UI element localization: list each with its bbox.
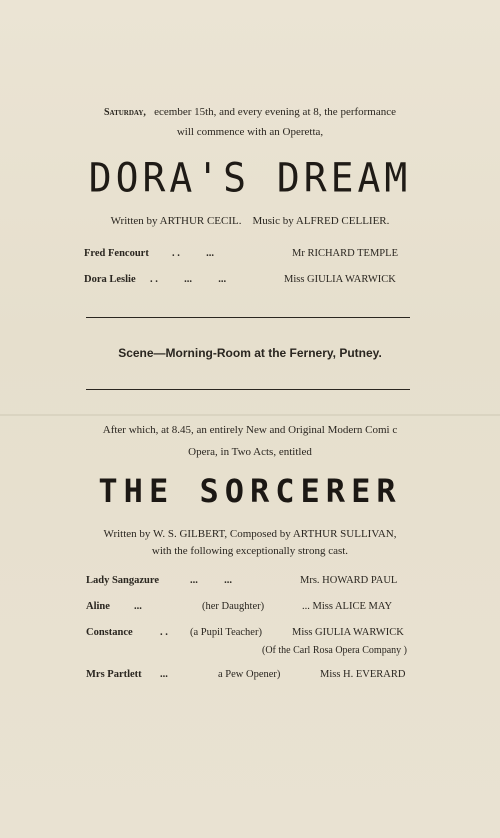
operetta-written-by: Written by ARTHUR CECIL.: [110, 215, 242, 227]
cast-role-dora: Dora Leslie: [84, 274, 136, 285]
opera-title: THE SORCERER: [98, 472, 402, 510]
cast-mid-constance: . .: [160, 627, 168, 638]
opera-credits-2: with the following exceptionally strong cast.: [151, 545, 349, 557]
cast-actor-fred: Mr RICHARD TEMPLE: [292, 248, 398, 259]
cast-actor-mrs-partlett: Miss H. EVERARD: [320, 669, 406, 680]
cast-dots-fred: . . ...: [172, 248, 214, 259]
cast-actor-dora: Miss GIULIA WARWICK: [284, 274, 396, 285]
page-fold: [0, 414, 500, 416]
cast-actor-lady-sangazure: Mrs. HOWARD PAUL: [300, 575, 398, 586]
opera-credits-1: Written by W. S. GILBERT, Composed by ARTHUR SULLIVAN,: [103, 528, 397, 540]
cast-actor-aline: ... Miss ALICE MAY: [302, 601, 393, 612]
after-line-1: After which, at 8.45, an entirely New and Original Modern Comi c: [102, 424, 398, 436]
intro-text-1: ecember 15th, and every evening at 8, the performance: [154, 106, 397, 118]
cast-role-aline: Aline: [86, 601, 110, 612]
scene-line: Scene—Morning-Room at the Fernery, Putney.: [118, 346, 382, 360]
rule-bottom: [86, 389, 410, 390]
operetta-music-by: Music by ALFRED CELLIER.: [252, 215, 390, 227]
cast-role-lady-sangazure: Lady Sangazure: [86, 575, 160, 586]
cast-mid-mrs-partlett: ...: [160, 669, 168, 680]
cast-dots-dora: . . ... ...: [150, 274, 227, 285]
after-line-2: Opera, in Two Acts, entitled: [188, 446, 312, 458]
cast-role-mrs-partlett: Mrs Partlett: [86, 669, 142, 680]
operetta-title: DORA'S DREAM: [88, 154, 412, 202]
rule-top: [86, 317, 410, 318]
operetta-credits: [0, 215, 500, 227]
intro-line-1: [0, 106, 500, 118]
cast-role-constance: Constance: [86, 627, 133, 638]
intro-line-2: will commence with an Operetta,: [176, 126, 324, 138]
cast-role-fred: Fred Fencourt: [84, 248, 149, 259]
cast-desc-aline: (her Daughter): [202, 601, 265, 612]
intro-day: Saturday,: [103, 107, 146, 118]
cast-mid-aline: ...: [134, 601, 142, 612]
cast-desc-mrs-partlett: a Pew Opener): [218, 669, 281, 680]
cast-mid-lady-sangazure: ... ...: [190, 575, 232, 586]
cast-actor-constance: Miss GIULIA WARWICK: [292, 627, 404, 638]
cast-desc-constance: (a Pupil Teacher): [190, 627, 262, 638]
company-note: (Of the Carl Rosa Opera Company ): [262, 645, 407, 656]
